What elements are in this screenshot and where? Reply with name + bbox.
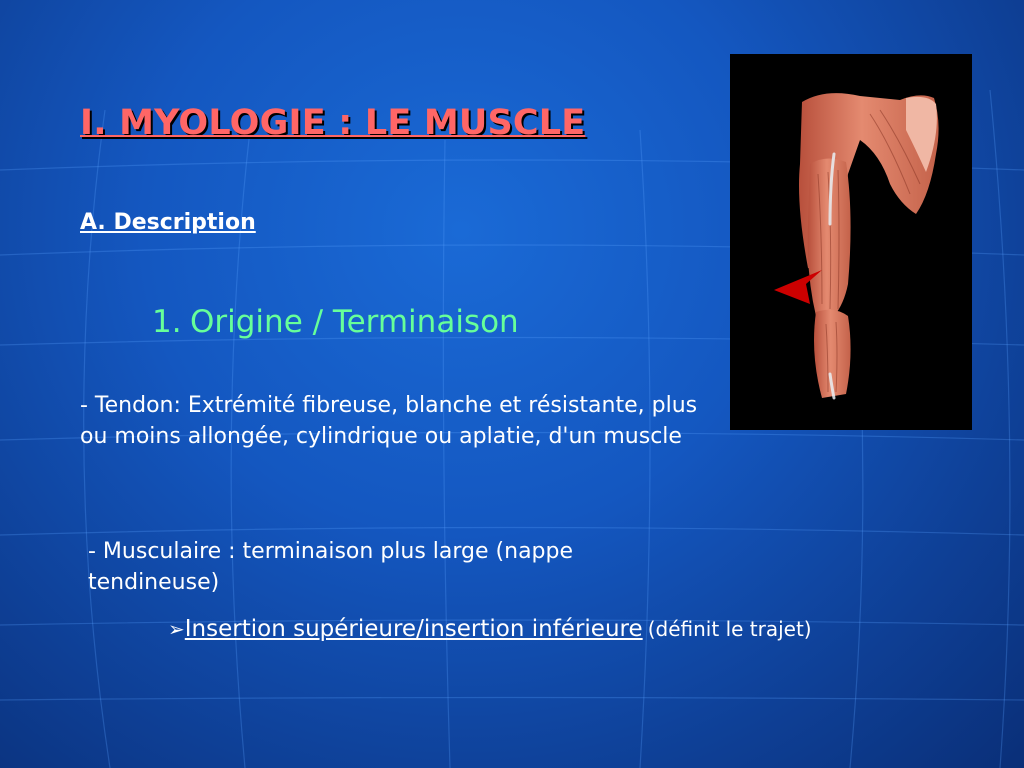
tendon-paragraph: - Tendon: Extrémité fibreuse, blanche et résistante, plus ou moins allongée, cylindrique ou aplatie, d'un muscle [80,393,698,449]
insertion-line [168,616,812,642]
slide-title: I. MYOLOGIE : LE MUSCLE [80,103,586,143]
arm-muscle-illustration [730,54,972,430]
numbered-heading [152,304,519,340]
heading-text: Origine / Terminaison [190,304,519,340]
insertion-note: (définit le trajet) [647,617,812,641]
musculaire-paragraph: - Musculaire : terminaison plus large (nappe tendineuse) [88,539,574,595]
heading-number: 1. [152,304,182,340]
section-subtitle: A. Description [80,210,256,235]
insertion-link[interactable]: Insertion supérieure/insertion inférieure [184,616,643,642]
arrow-bullet-icon: ➢ [168,617,185,641]
